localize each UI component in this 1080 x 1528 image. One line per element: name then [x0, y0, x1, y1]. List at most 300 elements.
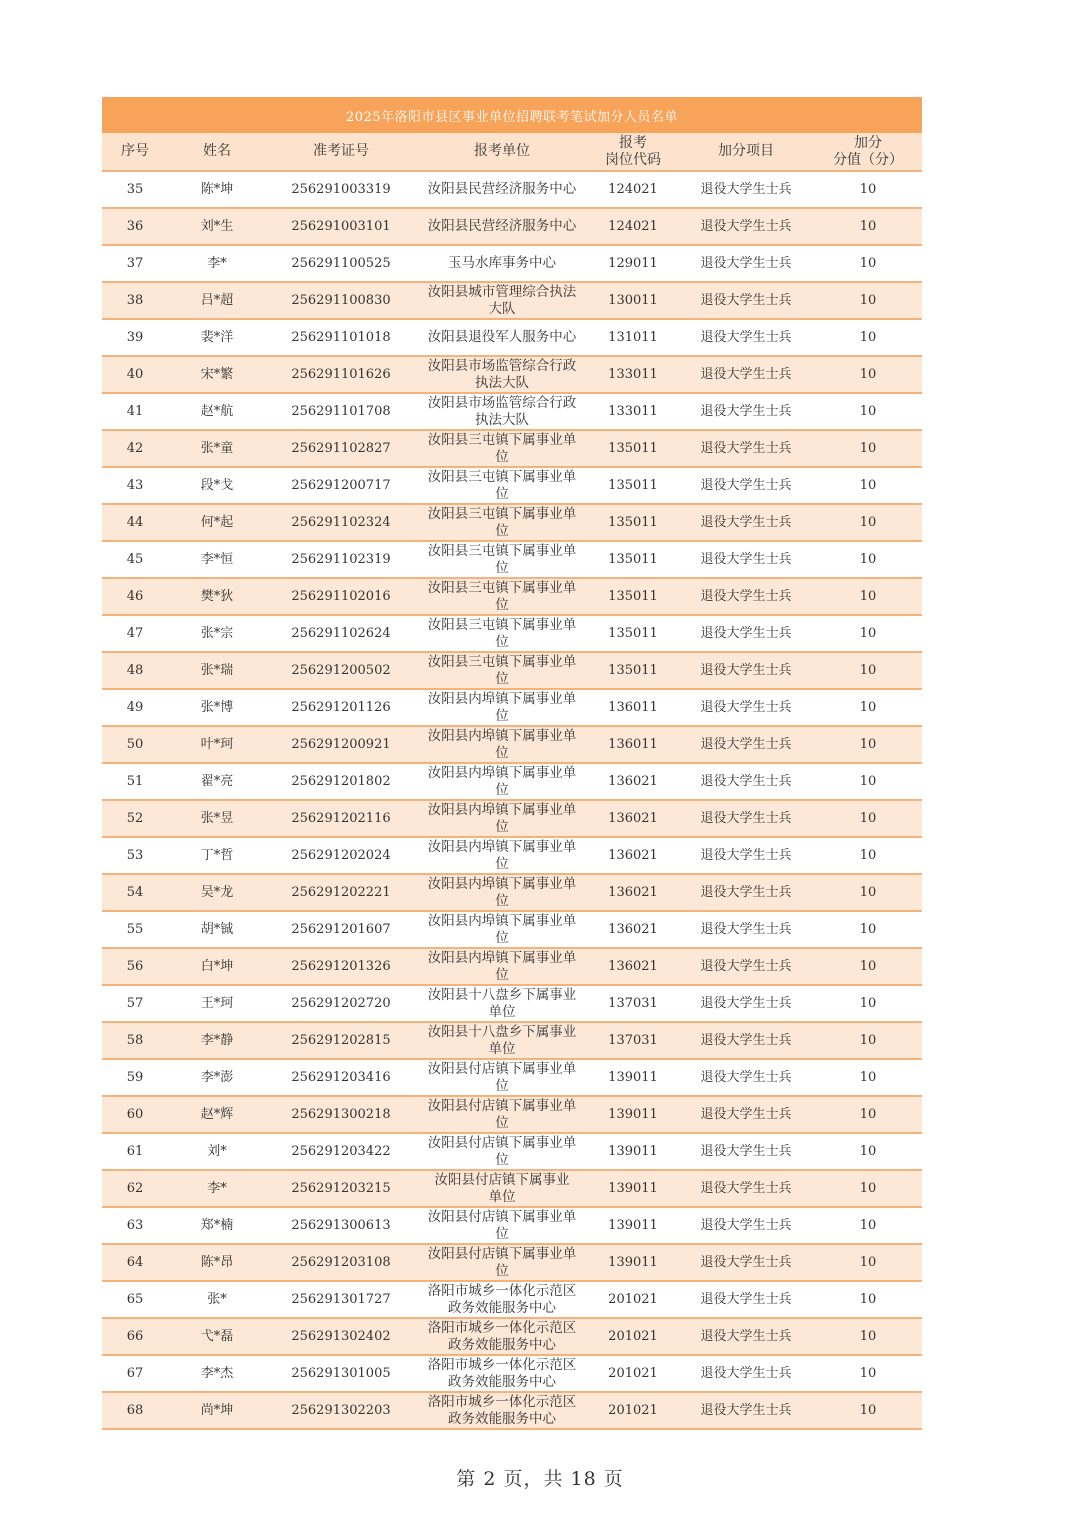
cell-unit-line1: 洛阳市城乡一体化示范区: [427, 1282, 577, 1299]
cell-exam-id: 256291102624: [266, 615, 416, 652]
cell-unit: [416, 800, 588, 837]
cell-seq: 53: [102, 837, 168, 874]
cell-post-code: 139011: [588, 1170, 678, 1207]
cell-post-code: 135011: [588, 578, 678, 615]
cell-seq: 46: [102, 578, 168, 615]
table-row: [102, 874, 922, 911]
table-row: [102, 319, 922, 356]
table-row: [102, 208, 922, 245]
roster-table: [102, 133, 922, 1430]
cell-unit-line1: 汝阳县内埠镇下属事业单: [427, 912, 577, 929]
cell-bonus-score: 10: [814, 1022, 922, 1059]
cell-bonus-score: 10: [814, 948, 922, 985]
cell-unit-line2: 位: [495, 1114, 509, 1131]
cell-unit-line1: 汝阳县市场监管综合行政: [427, 357, 577, 374]
cell-unit-line1: 汝阳县三屯镇下属事业单: [427, 653, 577, 670]
cell-bonus-score: 10: [814, 430, 922, 467]
cell-bonus-score: 10: [814, 726, 922, 763]
cell-bonus-score: 10: [814, 541, 922, 578]
page-number: 第 2 页，共 18 页: [456, 1468, 624, 1490]
cell-seq: 56: [102, 948, 168, 985]
cell-unit-line2: 位: [495, 448, 509, 465]
table-row: [102, 245, 922, 282]
cell-bonus-score: 10: [814, 1133, 922, 1170]
cell-unit-line1: 汝阳县内埠镇下属事业单: [427, 875, 577, 892]
cell-name: 吴*龙: [168, 874, 266, 911]
cell-name: 宋*繁: [168, 356, 266, 393]
cell-unit-line1: 玉马水库事务中心: [448, 255, 556, 271]
table-row: [102, 911, 922, 948]
cell-unit: [416, 1022, 588, 1059]
cell-exam-id: 256291301005: [266, 1355, 416, 1392]
header-bonus-score-line2: 分值（分）: [833, 151, 903, 168]
cell-unit: [416, 985, 588, 1022]
header-bonus-score: [814, 133, 922, 171]
cell-seq: 57: [102, 985, 168, 1022]
table-row: [102, 356, 922, 393]
cell-seq: 35: [102, 171, 168, 208]
cell-unit: [416, 171, 588, 208]
cell-post-code: 130011: [588, 282, 678, 319]
cell-post-code: 135011: [588, 430, 678, 467]
header-bonus-item: 加分项目: [678, 133, 814, 171]
cell-bonus-score: 10: [814, 1355, 922, 1392]
cell-post-code: 135011: [588, 541, 678, 578]
cell-post-code: 135011: [588, 467, 678, 504]
cell-bonus-score: 10: [814, 1207, 922, 1244]
cell-exam-id: 256291300218: [266, 1096, 416, 1133]
cell-exam-id: 256291302203: [266, 1392, 416, 1429]
cell-bonus-score: 10: [814, 985, 922, 1022]
cell-unit: [416, 837, 588, 874]
cell-unit-line1: 汝阳县三屯镇下属事业单: [427, 505, 577, 522]
cell-exam-id: 256291201607: [266, 911, 416, 948]
cell-seq: 67: [102, 1355, 168, 1392]
cell-seq: 40: [102, 356, 168, 393]
table-row: [102, 615, 922, 652]
cell-bonus-item: 退役大学生士兵: [678, 1355, 814, 1392]
cell-bonus-item: 退役大学生士兵: [678, 689, 814, 726]
cell-unit-line2: 单位: [488, 1188, 516, 1205]
cell-exam-id: 256291202221: [266, 874, 416, 911]
cell-unit: [416, 1059, 588, 1096]
cell-bonus-score: 10: [814, 578, 922, 615]
header-post-code-line2: 岗位代码: [605, 151, 661, 168]
cell-exam-id: 256291203108: [266, 1244, 416, 1281]
cell-name: 李*: [168, 245, 266, 282]
table-row: [102, 171, 922, 208]
cell-bonus-score: 10: [814, 800, 922, 837]
cell-unit-line1: 汝阳县内埠镇下属事业单: [427, 690, 577, 707]
table-row: [102, 689, 922, 726]
cell-unit-line2: 位: [495, 522, 509, 539]
cell-seq: 41: [102, 393, 168, 430]
cell-post-code: 139011: [588, 1244, 678, 1281]
cell-name: 张*童: [168, 430, 266, 467]
cell-exam-id: 256291101708: [266, 393, 416, 430]
cell-bonus-score: 10: [814, 282, 922, 319]
cell-name: 丁*哲: [168, 837, 266, 874]
cell-name: 胡*铖: [168, 911, 266, 948]
cell-post-code: 135011: [588, 615, 678, 652]
cell-exam-id: 256291201802: [266, 763, 416, 800]
cell-bonus-score: 10: [814, 1096, 922, 1133]
header-post-code: [588, 133, 678, 171]
table-row: [102, 282, 922, 319]
cell-unit-line2: 政务效能服务中心: [448, 1299, 556, 1316]
cell-unit: [416, 874, 588, 911]
cell-unit-line2: 位: [495, 781, 509, 798]
cell-unit-line2: 位: [495, 929, 509, 946]
cell-unit-line1: 汝阳县十八盘乡下属事业: [427, 1023, 577, 1040]
cell-unit-line2: 政务效能服务中心: [448, 1373, 556, 1390]
cell-unit: [416, 393, 588, 430]
table-row: [102, 504, 922, 541]
cell-unit-line1: 洛阳市城乡一体化示范区: [427, 1356, 577, 1373]
cell-post-code: 124021: [588, 171, 678, 208]
table-row: [102, 1207, 922, 1244]
cell-post-code: 136021: [588, 837, 678, 874]
cell-bonus-item: 退役大学生士兵: [678, 356, 814, 393]
cell-unit-line1: 汝阳县付店镇下属事业单: [427, 1097, 577, 1114]
cell-name: 张*瑞: [168, 652, 266, 689]
cell-name: 陈*坤: [168, 171, 266, 208]
cell-unit: [416, 1133, 588, 1170]
cell-name: 段*戈: [168, 467, 266, 504]
table-row: [102, 1392, 922, 1429]
cell-name: 刘*: [168, 1133, 266, 1170]
cell-bonus-item: 退役大学生士兵: [678, 171, 814, 208]
cell-unit-line1: 汝阳县付店镇下属事业单: [427, 1208, 577, 1225]
cell-bonus-item: 退役大学生士兵: [678, 208, 814, 245]
cell-unit-line1: 汝阳县付店镇下属事业单: [427, 1060, 577, 1077]
cell-post-code: 131011: [588, 319, 678, 356]
cell-unit-line1: 汝阳县付店镇下属事业: [434, 1171, 570, 1188]
cell-unit: [416, 1355, 588, 1392]
cell-bonus-item: 退役大学生士兵: [678, 245, 814, 282]
cell-unit-line1: 汝阳县付店镇下属事业单: [427, 1134, 577, 1151]
cell-bonus-item: 退役大学生士兵: [678, 1244, 814, 1281]
cell-name: 吕*超: [168, 282, 266, 319]
cell-seq: 61: [102, 1133, 168, 1170]
table-row: [102, 1355, 922, 1392]
cell-unit: [416, 948, 588, 985]
table-row: [102, 1133, 922, 1170]
cell-bonus-item: 退役大学生士兵: [678, 1392, 814, 1429]
cell-exam-id: 256291301727: [266, 1281, 416, 1318]
header-unit: 报考单位: [416, 133, 588, 171]
cell-post-code: 139011: [588, 1096, 678, 1133]
table-row: [102, 726, 922, 763]
cell-bonus-item: 退役大学生士兵: [678, 800, 814, 837]
cell-exam-id: 256291202024: [266, 837, 416, 874]
cell-exam-id: 256291201126: [266, 689, 416, 726]
cell-post-code: 201021: [588, 1392, 678, 1429]
cell-bonus-score: 10: [814, 763, 922, 800]
cell-seq: 42: [102, 430, 168, 467]
table-row: [102, 1022, 922, 1059]
table-row: [102, 578, 922, 615]
cell-seq: 63: [102, 1207, 168, 1244]
cell-exam-id: 256291100830: [266, 282, 416, 319]
cell-bonus-item: 退役大学生士兵: [678, 985, 814, 1022]
table-row: [102, 763, 922, 800]
roster-sheet: [102, 97, 922, 1430]
table-header: [102, 133, 922, 171]
cell-name: 裴*洋: [168, 319, 266, 356]
cell-unit: [416, 1281, 588, 1318]
cell-seq: 45: [102, 541, 168, 578]
cell-unit: [416, 578, 588, 615]
cell-unit: [416, 1244, 588, 1281]
cell-unit: [416, 282, 588, 319]
cell-bonus-score: 10: [814, 319, 922, 356]
cell-seq: 51: [102, 763, 168, 800]
table-row: [102, 1096, 922, 1133]
cell-name: 王*珂: [168, 985, 266, 1022]
cell-seq: 52: [102, 800, 168, 837]
cell-unit-line1: 汝阳县内埠镇下属事业单: [427, 949, 577, 966]
cell-unit-line2: 位: [495, 1225, 509, 1242]
cell-unit-line1: 汝阳县城市管理综合执法: [427, 283, 577, 300]
cell-unit-line1: 汝阳县付店镇下属事业单: [427, 1245, 577, 1262]
table-row: [102, 393, 922, 430]
cell-exam-id: 256291201326: [266, 948, 416, 985]
cell-seq: 60: [102, 1096, 168, 1133]
cell-post-code: 133011: [588, 356, 678, 393]
cell-post-code: 137031: [588, 985, 678, 1022]
cell-exam-id: 256291200502: [266, 652, 416, 689]
cell-exam-id: 256291302402: [266, 1318, 416, 1355]
cell-unit: [416, 356, 588, 393]
cell-unit-line1: 汝阳县三屯镇下属事业单: [427, 431, 577, 448]
cell-exam-id: 256291300613: [266, 1207, 416, 1244]
cell-unit-line1: 汝阳县十八盘乡下属事业: [427, 986, 577, 1003]
cell-unit-line2: 位: [495, 1151, 509, 1168]
table-row: [102, 541, 922, 578]
cell-unit: [416, 652, 588, 689]
table-row: [102, 1318, 922, 1355]
header-post-code-line1: 报考: [619, 134, 647, 151]
cell-seq: 44: [102, 504, 168, 541]
cell-unit-line1: 汝阳县内埠镇下属事业单: [427, 838, 577, 855]
cell-bonus-item: 退役大学生士兵: [678, 578, 814, 615]
cell-name: 李*恒: [168, 541, 266, 578]
cell-unit-line2: 位: [495, 596, 509, 613]
cell-unit: [416, 689, 588, 726]
cell-post-code: 139011: [588, 1059, 678, 1096]
cell-seq: 65: [102, 1281, 168, 1318]
cell-bonus-score: 10: [814, 911, 922, 948]
cell-unit-line2: 政务效能服务中心: [448, 1336, 556, 1353]
cell-bonus-item: 退役大学生士兵: [678, 837, 814, 874]
cell-bonus-item: 退役大学生士兵: [678, 282, 814, 319]
cell-post-code: 135011: [588, 504, 678, 541]
cell-bonus-item: 退役大学生士兵: [678, 615, 814, 652]
cell-unit-line1: 汝阳县内埠镇下属事业单: [427, 727, 577, 744]
cell-bonus-score: 10: [814, 504, 922, 541]
cell-bonus-score: 10: [814, 1392, 922, 1429]
cell-unit: [416, 430, 588, 467]
cell-name: 张*昱: [168, 800, 266, 837]
cell-bonus-score: 10: [814, 208, 922, 245]
cell-name: 赵*辉: [168, 1096, 266, 1133]
cell-bonus-item: 退役大学生士兵: [678, 1170, 814, 1207]
cell-unit-line1: 汝阳县退役军人服务中心: [427, 329, 577, 345]
cell-unit-line2: 位: [495, 559, 509, 576]
cell-bonus-score: 10: [814, 171, 922, 208]
cell-unit-line1: 洛阳市城乡一体化示范区: [427, 1393, 577, 1410]
cell-seq: 43: [102, 467, 168, 504]
table-title: 2025年洛阳市县区事业单位招聘联考笔试加分人员名单: [102, 97, 922, 133]
header-name: 姓名: [168, 133, 266, 171]
table-body: [102, 171, 922, 1429]
header-seq: 序号: [102, 133, 168, 171]
cell-unit-line2: 单位: [488, 1003, 516, 1020]
cell-exam-id: 256291202815: [266, 1022, 416, 1059]
cell-unit: [416, 1096, 588, 1133]
cell-seq: 37: [102, 245, 168, 282]
cell-post-code: 129011: [588, 245, 678, 282]
cell-exam-id: 256291202720: [266, 985, 416, 1022]
table-row: [102, 467, 922, 504]
cell-bonus-score: 10: [814, 652, 922, 689]
cell-bonus-item: 退役大学生士兵: [678, 504, 814, 541]
cell-bonus-item: 退役大学生士兵: [678, 319, 814, 356]
cell-bonus-score: 10: [814, 1281, 922, 1318]
cell-bonus-item: 退役大学生士兵: [678, 1281, 814, 1318]
cell-name: 翟*亮: [168, 763, 266, 800]
cell-post-code: 135011: [588, 652, 678, 689]
cell-unit: [416, 763, 588, 800]
cell-exam-id: 256291203422: [266, 1133, 416, 1170]
cell-unit-line1: 汝阳县三屯镇下属事业单: [427, 468, 577, 485]
cell-post-code: 136021: [588, 911, 678, 948]
cell-unit: [416, 911, 588, 948]
cell-post-code: 139011: [588, 1207, 678, 1244]
cell-bonus-item: 退役大学生士兵: [678, 948, 814, 985]
cell-unit-line2: 位: [495, 855, 509, 872]
cell-post-code: 124021: [588, 208, 678, 245]
cell-name: 张*博: [168, 689, 266, 726]
cell-name: 刘*生: [168, 208, 266, 245]
cell-bonus-score: 10: [814, 1244, 922, 1281]
cell-post-code: 201021: [588, 1318, 678, 1355]
cell-post-code: 136021: [588, 874, 678, 911]
cell-unit-line2: 位: [495, 744, 509, 761]
cell-seq: 38: [102, 282, 168, 319]
cell-post-code: 136021: [588, 763, 678, 800]
cell-name: 弋*磊: [168, 1318, 266, 1355]
cell-bonus-item: 退役大学生士兵: [678, 874, 814, 911]
cell-unit-line1: 汝阳县内埠镇下属事业单: [427, 801, 577, 818]
cell-exam-id: 256291200921: [266, 726, 416, 763]
cell-unit-line2: 执法大队: [475, 411, 529, 428]
cell-unit-line1: 汝阳县三屯镇下属事业单: [427, 542, 577, 559]
cell-unit-line2: 政务效能服务中心: [448, 1410, 556, 1427]
cell-unit-line2: 位: [495, 1262, 509, 1279]
cell-bonus-score: 10: [814, 874, 922, 911]
cell-name: 尚*坤: [168, 1392, 266, 1429]
cell-exam-id: 256291102324: [266, 504, 416, 541]
cell-bonus-item: 退役大学生士兵: [678, 1059, 814, 1096]
cell-bonus-score: 10: [814, 245, 922, 282]
cell-exam-id: 256291200717: [266, 467, 416, 504]
cell-seq: 68: [102, 1392, 168, 1429]
cell-seq: 39: [102, 319, 168, 356]
cell-name: 张*: [168, 1281, 266, 1318]
cell-bonus-item: 退役大学生士兵: [678, 1318, 814, 1355]
cell-name: 李*杰: [168, 1355, 266, 1392]
cell-post-code: 201021: [588, 1281, 678, 1318]
cell-bonus-score: 10: [814, 837, 922, 874]
cell-unit: [416, 208, 588, 245]
cell-bonus-item: 退役大学生士兵: [678, 430, 814, 467]
cell-name: 李*澎: [168, 1059, 266, 1096]
cell-unit-line2: 位: [495, 633, 509, 650]
table-row: [102, 1281, 922, 1318]
cell-unit-line2: 位: [495, 966, 509, 983]
cell-bonus-score: 10: [814, 1059, 922, 1096]
cell-bonus-score: 10: [814, 615, 922, 652]
cell-post-code: 136011: [588, 726, 678, 763]
cell-bonus-score: 10: [814, 356, 922, 393]
cell-unit-line1: 汝阳县三屯镇下属事业单: [427, 616, 577, 633]
table-row: [102, 652, 922, 689]
cell-name: 陈*昂: [168, 1244, 266, 1281]
cell-exam-id: 256291003101: [266, 208, 416, 245]
table-row: [102, 1170, 922, 1207]
cell-bonus-item: 退役大学生士兵: [678, 652, 814, 689]
cell-post-code: 136021: [588, 948, 678, 985]
table-row: [102, 837, 922, 874]
cell-exam-id: 256291203215: [266, 1170, 416, 1207]
cell-name: 樊*狄: [168, 578, 266, 615]
cell-exam-id: 256291101626: [266, 356, 416, 393]
cell-seq: 62: [102, 1170, 168, 1207]
cell-post-code: 137031: [588, 1022, 678, 1059]
table-row: [102, 1059, 922, 1096]
cell-post-code: 136021: [588, 800, 678, 837]
cell-unit: [416, 726, 588, 763]
cell-unit-line2: 大队: [488, 300, 516, 317]
cell-unit: [416, 467, 588, 504]
cell-unit-line2: 位: [495, 670, 509, 687]
table-row: [102, 430, 922, 467]
cell-unit: [416, 245, 588, 282]
cell-bonus-item: 退役大学生士兵: [678, 1096, 814, 1133]
cell-seq: 50: [102, 726, 168, 763]
table-row: [102, 800, 922, 837]
cell-unit: [416, 541, 588, 578]
cell-unit-line2: 位: [495, 485, 509, 502]
cell-name: 郑*楠: [168, 1207, 266, 1244]
cell-bonus-item: 退役大学生士兵: [678, 1207, 814, 1244]
cell-unit-line2: 单位: [488, 1040, 516, 1057]
cell-unit: [416, 504, 588, 541]
cell-bonus-score: 10: [814, 689, 922, 726]
cell-seq: 47: [102, 615, 168, 652]
cell-unit-line1: 汝阳县民营经济服务中心: [427, 218, 577, 234]
header-bonus-score-line1: 加分: [854, 134, 882, 151]
cell-post-code: 136011: [588, 689, 678, 726]
cell-bonus-score: 10: [814, 1170, 922, 1207]
cell-name: 赵*航: [168, 393, 266, 430]
cell-seq: 58: [102, 1022, 168, 1059]
cell-seq: 48: [102, 652, 168, 689]
cell-unit-line1: 洛阳市城乡一体化示范区: [427, 1319, 577, 1336]
cell-name: 白*坤: [168, 948, 266, 985]
